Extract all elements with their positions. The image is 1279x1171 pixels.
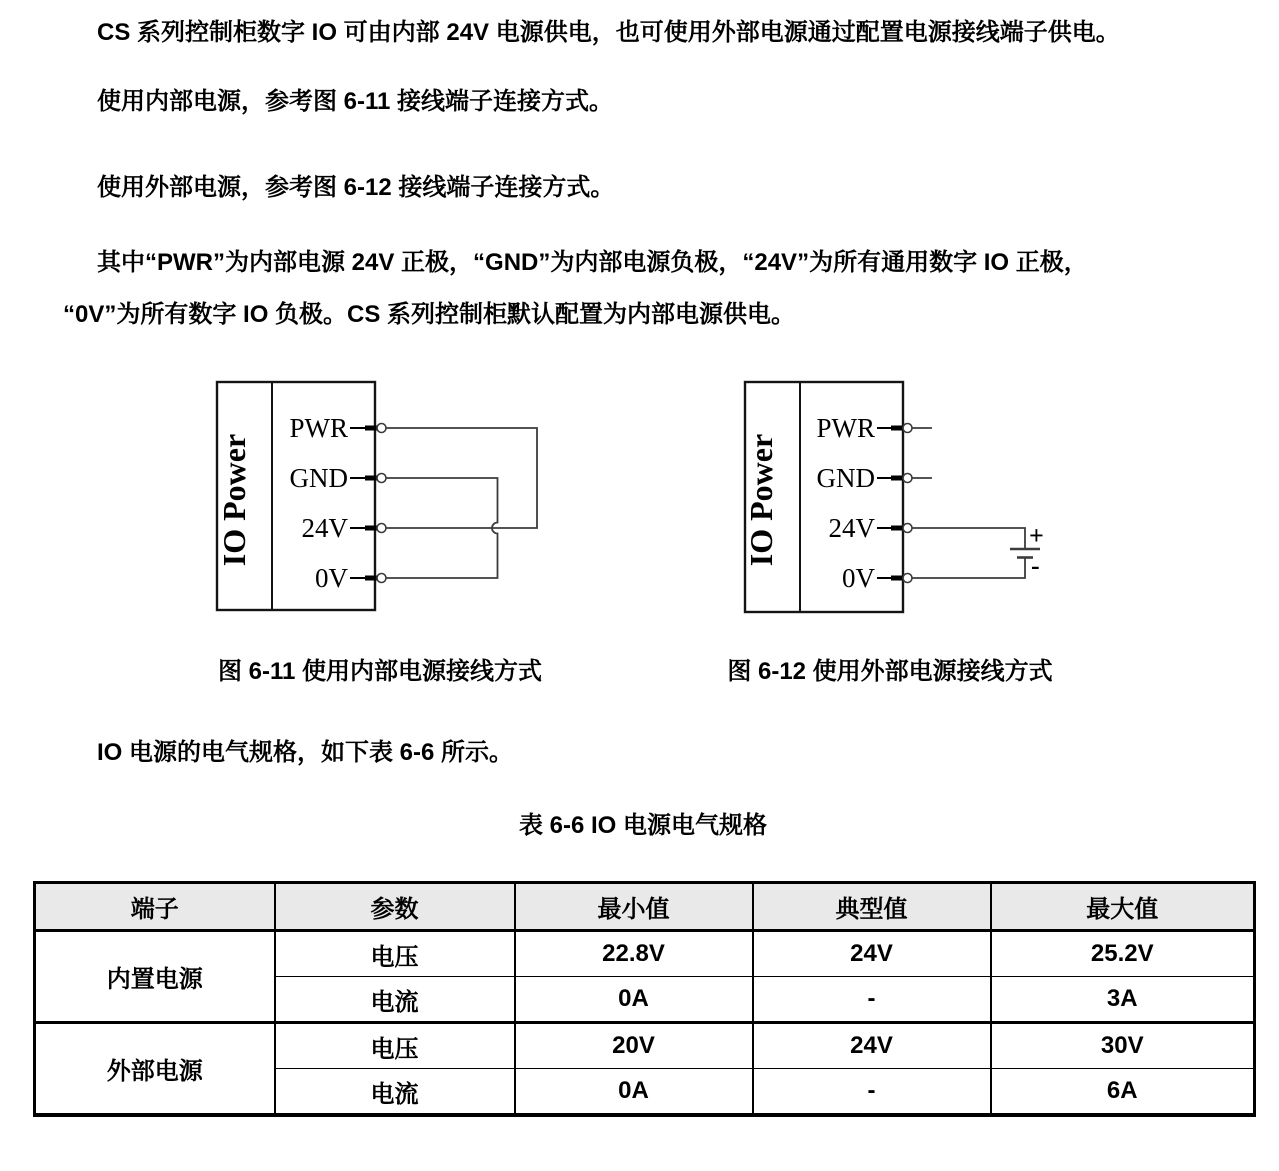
col-header-max: 最大值 (991, 883, 1255, 931)
io-power-box-label: IO Power (216, 433, 252, 567)
terminal-0v-contact (903, 574, 912, 583)
terminal-gnd-label: GND (816, 463, 875, 493)
table-row-external-voltage (35, 1023, 1255, 1069)
terminal-gnd-contact (377, 474, 386, 483)
cell-param: 电流 (275, 1069, 515, 1116)
terminal-0v (842, 563, 912, 593)
terminal-pwr (289, 413, 386, 443)
terminal-pwr-contact (377, 424, 386, 433)
terminal-0v-contact (377, 574, 386, 583)
terminal-24v (302, 513, 387, 543)
terminal-24v-contact (903, 524, 912, 533)
terminal-gnd (817, 463, 933, 493)
terminal-24v (829, 513, 913, 543)
figure-caption-6-11: 图 6-11 使用内部电源接线方式 (217, 658, 543, 685)
col-header-min: 最小值 (515, 883, 753, 931)
cell-typical: - (753, 1069, 991, 1116)
terminal-gnd-label: GND (289, 463, 348, 493)
terminal-gnd-contact (903, 474, 912, 483)
battery-minus-sign: - (1031, 551, 1040, 580)
cell-min: 0A (515, 1069, 753, 1116)
cell-min: 0A (515, 977, 753, 1023)
cell-param: 电压 (275, 1023, 515, 1069)
terminal-gnd (290, 463, 387, 493)
cell-typical: 24V (753, 1023, 991, 1069)
paragraph-terminal-definitions (63, 237, 1215, 341)
paragraph-table-ref: IO 电源的电气规格，如下表 6-6 所示。 (97, 739, 514, 766)
cell-typical: 24V (753, 931, 991, 977)
io-power-spec-table (33, 881, 1256, 1117)
external-power-wiring-diagram (730, 378, 1090, 618)
col-header-parameter: 参数 (275, 883, 515, 931)
terminal-pwr (816, 413, 932, 443)
figure-caption-6-12: 图 6-12 使用外部电源接线方式 (727, 658, 1053, 685)
paragraph-io-power-intro: CS 系列控制柜数字 IO 可由内部 24V 电源供电，也可使用外部电源通过配置电源接线端子供电。 (97, 19, 1120, 46)
cell-param: 电流 (275, 977, 515, 1023)
internal-power-wiring-diagram (200, 378, 560, 618)
terminal-pwr-contact (903, 424, 912, 433)
io-power-box-label: IO Power (743, 433, 779, 567)
table-caption-6-6: 表 6-6 IO 电源电气规格 (518, 812, 768, 839)
cell-min: 20V (515, 1023, 753, 1069)
terminal-pwr-label: PWR (816, 413, 875, 443)
cell-group-internal-power: 内置电源 (35, 931, 275, 1023)
col-header-terminal: 端子 (35, 883, 275, 931)
terminal-24v-label: 24V (301, 513, 348, 543)
terminal-24v-label: 24V (828, 513, 875, 543)
terminal-0v-label: 0V (315, 563, 348, 593)
battery-symbol (1010, 521, 1044, 580)
terminal-0v-label: 0V (842, 563, 875, 593)
cell-min: 22.8V (515, 931, 753, 977)
wire-24v-to-battery (912, 528, 1025, 549)
table-row-internal-voltage (35, 931, 1255, 977)
cell-max: 30V (991, 1023, 1255, 1069)
paragraph-internal-power-ref: 使用内部电源，参考图 6-11 接线端子连接方式。 (97, 88, 614, 115)
terminal-pwr-label: PWR (289, 413, 348, 443)
col-header-typical: 典型值 (753, 883, 991, 931)
paragraph-terminal-definitions-line-1: 其中“PWR”为内部电源 24V 正极，“GND”为内部电源负极，“24V”为所有通用数字 IO 正极， (97, 249, 1088, 276)
cell-param: 电压 (275, 931, 515, 977)
wire-battery-to-0v (912, 558, 1025, 579)
table-header-row (35, 883, 1255, 931)
cell-group-external-power: 外部电源 (35, 1023, 275, 1116)
cell-max: 25.2V (991, 931, 1255, 977)
terminal-24v-contact (377, 524, 386, 533)
cell-typical: - (753, 977, 991, 1023)
paragraph-external-power-ref: 使用外部电源，参考图 6-12 接线端子连接方式。 (97, 174, 615, 201)
cell-max: 3A (991, 977, 1255, 1023)
battery-plus-sign: + (1029, 521, 1044, 550)
paragraph-terminal-definitions-line-2: “0V”为所有数字 IO 负极。CS 系列控制柜默认配置为内部电源供电。 (63, 301, 796, 328)
cell-max: 6A (991, 1069, 1255, 1116)
